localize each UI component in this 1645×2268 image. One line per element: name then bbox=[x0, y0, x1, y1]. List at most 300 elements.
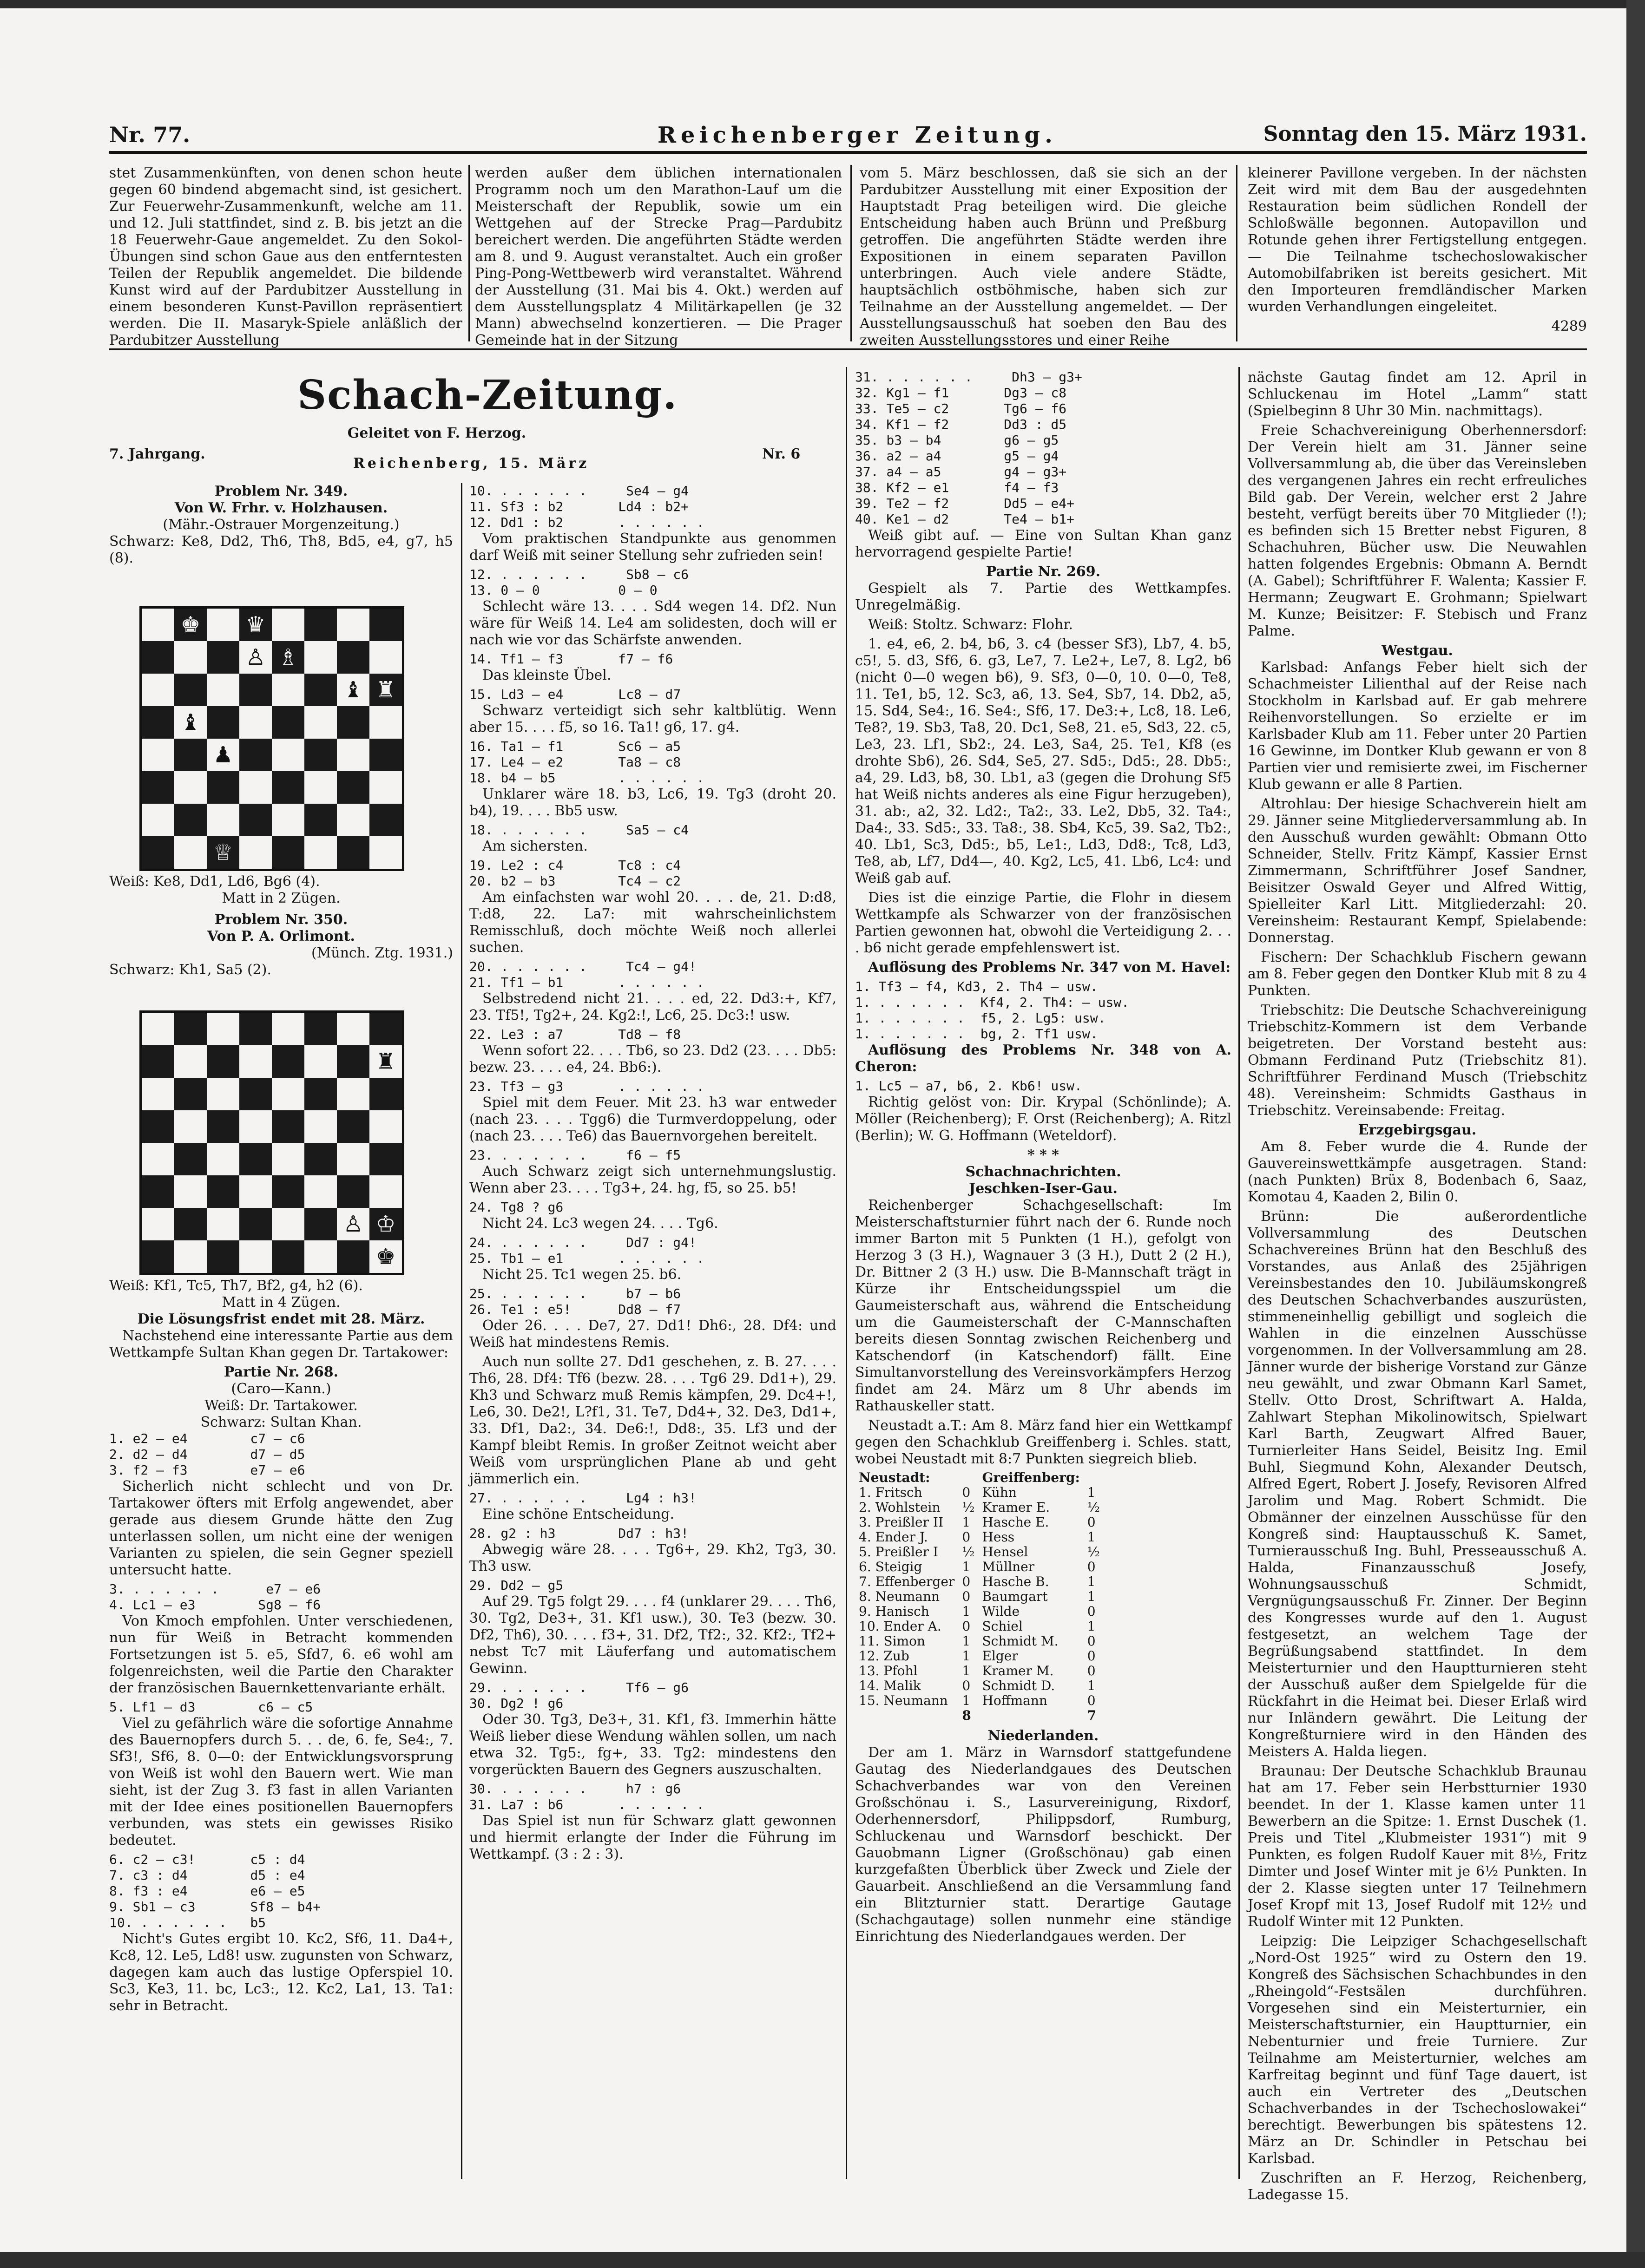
game268-moves: 1. e2 — e4 c7 — c6 2. d2 — d4 d7 — d5 3. f2 — f3 e7 — e6 bbox=[109, 1431, 305, 1478]
board-square bbox=[337, 674, 369, 706]
board-square bbox=[272, 706, 304, 739]
board-square bbox=[369, 804, 402, 836]
board-square bbox=[207, 1208, 239, 1240]
top-article-col3 bbox=[860, 165, 1227, 352]
top-article-col4 bbox=[1248, 165, 1587, 335]
news-reichenberg: Reichenberger Schachgesellschaft: Im Meisterschaftsturnier führt nach der 6. Runde noch immer Barton mit 5 Punkten (1 H.), gefolgt von Herzog 3 (3 H.), Wagnauer 3 (3 H.), Dutt 2 (2 H.), Dr. Bittner 2 (3 H.) usw. Die B-Mannschaft trägt in Kürze ihr Entscheidungsspiel um die Gaumeisterschaft aus, während die Entscheidung um die Gaumeisterschaft der C-Mannschaften bereits diesen Sonntag zwischen Reichenberg und Katschendorf (in Katschendorf) fällt. Eine Simultanvorstellung des Vereinsvorkämpfers Herzog findet am 24. März um 8 Uhr abends im Rathauskeller statt. bbox=[855, 1197, 1231, 1414]
separator-stars: * * * bbox=[1027, 1147, 1059, 1163]
table-cell: 10. Ender A. bbox=[859, 1619, 941, 1634]
news-erzgebirge: Am 8. Feber wurde die 4. Runde der Gauvereinswettkämpfe ausgetragen. Stand: (nach Punkten) Brüx 8, Bodenbach 6, Saaz, Komotau 4, Kaaden 2, Bilin 0. bbox=[1248, 1139, 1587, 1205]
board-square bbox=[272, 1175, 304, 1208]
game-note: Das Spiel ist nun für Schwarz glatt gewonnen und hiermit erlangte der Inder die Führung im Wettkampf. (3 : 2 : 3). bbox=[469, 1813, 836, 1862]
game-moves: 10. . . . . . . Se4 — g4 11. Sf3 : b2 Ld4 : b2+ 12. Dd1 : b2 . . . . . . bbox=[469, 483, 704, 530]
board-square bbox=[369, 641, 402, 674]
game-note: Schlecht wäre 13. . . . Sd4 wegen 14. Df2. Nun wäre für Weiß 14. Le4 am solidesten, doch will er nach wie vor das Schärfste anwenden. bbox=[469, 598, 836, 648]
board-square bbox=[207, 1078, 239, 1110]
table-row bbox=[855, 1470, 1104, 1485]
game268-note: Sicherlich nicht schlecht und von Dr. Tartakower öfters mit Erfolg angewendet, aber gerade aus diesem Grunde hätte den Zug unterlassen sollen, um nicht eine der wenigen Varianten zu spielen, die sein Gegner speziell untersucht hatte. bbox=[109, 1478, 453, 1578]
board-square bbox=[369, 1208, 402, 1240]
game-note: Selbstredend nicht 21. . . . ed, 22. Dd3:+, Kf7, 23. Tf5!, Tg2+, 24. Kg2:!, Lc6, 25. Dc3:! usw. bbox=[469, 990, 836, 1023]
table-cell: Greiffenberg: bbox=[982, 1470, 1080, 1485]
game-moves: 24. Tg8 ? g6 bbox=[469, 1200, 564, 1215]
game268-opening: (Caro—Kann.) bbox=[231, 1381, 331, 1397]
top-article-col2 bbox=[475, 165, 842, 352]
problem2-deadline: Die Lösungsfrist endet mit 28. März. bbox=[137, 1311, 425, 1327]
table-cell: 1 bbox=[1087, 1485, 1096, 1500]
schach-col2 bbox=[469, 483, 836, 1866]
news-heading: Schachnachrichten. bbox=[965, 1164, 1121, 1180]
board-square bbox=[272, 1013, 304, 1045]
board-square bbox=[369, 1240, 402, 1273]
column-rule bbox=[846, 367, 847, 2179]
game-note: Wenn sofort 22. . . . Tb6, so 23. Dd2 (23. . . . Db5: bezw. 23. . . . e4, 24. Bb6:). bbox=[469, 1042, 836, 1075]
board-square bbox=[239, 1078, 272, 1110]
board-square bbox=[304, 1240, 337, 1273]
table-cell: 6. Steigig bbox=[859, 1559, 922, 1574]
board-square bbox=[272, 674, 304, 706]
board-square bbox=[207, 1175, 239, 1208]
problem2-author: Von P. A. Orlimont. bbox=[207, 928, 355, 944]
board-square bbox=[207, 1045, 239, 1078]
table-cell: 1 bbox=[962, 1559, 971, 1574]
board-square bbox=[239, 771, 272, 804]
table-row bbox=[855, 1485, 1104, 1500]
column-rule bbox=[468, 165, 470, 341]
table-row bbox=[855, 1708, 1104, 1723]
table-cell: Hess bbox=[982, 1529, 1015, 1545]
schach-zeitung-title: Schach-Zeitung. bbox=[297, 372, 678, 419]
board-square bbox=[369, 836, 402, 869]
game-note: Spiel mit dem Feuer. Mit 23. h3 war entweder (nach 23. . . . Tgg6) die Turmverdoppelung, oder (nach 23. . . . Te6) das Bauernvorgehen bereitelt. bbox=[469, 1095, 836, 1144]
table-cell bbox=[958, 1470, 978, 1485]
board-square bbox=[369, 674, 402, 706]
board-square bbox=[142, 804, 174, 836]
board-square bbox=[174, 1208, 207, 1240]
problem1-task: Matt in 2 Zügen. bbox=[222, 890, 341, 906]
scan-edge-bottom bbox=[0, 2252, 1645, 2268]
board-square bbox=[207, 739, 239, 771]
table-cell: Hoffmann bbox=[982, 1693, 1047, 1708]
news-braunau: Braunau: Der Deutsche Schachklub Braunau hat am 17. Feber sein Herbstturnier 1930 beendet. In der 1. Klasse kamen unter 11 Bewerbern an die Spitze: 1. Ernst Duschek (1. Preis und Titel „Klubmeister 1931“) mit 9 Punkten, es folgen Rudolf Kauer mit 8½, Fritz Dimter und Josef Winter mit je 6½ Punkten. In der 2. Klasse siegten unter 17 Teilnehmern Josef Kropf mit 13, Josef Rudolf mit 12½ und Rudolf Winter mit 12 Punkten. bbox=[1248, 1763, 1587, 1930]
chess-piece: ♔ bbox=[375, 1211, 396, 1237]
table-cell: 1 bbox=[1087, 1678, 1096, 1693]
article-number: 4289 bbox=[1551, 318, 1587, 334]
chess-piece: ♝ bbox=[343, 677, 363, 703]
board-square bbox=[369, 739, 402, 771]
board-square bbox=[304, 1175, 337, 1208]
board-square bbox=[239, 1045, 272, 1078]
problem1-source: (Mähr.-Ostrauer Morgenzeitung.) bbox=[163, 517, 400, 533]
chess-piece: ♜ bbox=[375, 1049, 396, 1075]
board-square bbox=[174, 836, 207, 869]
game269-heading: Partie Nr. 269. bbox=[986, 564, 1101, 580]
board-square bbox=[272, 1143, 304, 1175]
table-cell: Schiel bbox=[982, 1619, 1023, 1634]
board-square bbox=[304, 1078, 337, 1110]
board-square bbox=[207, 1240, 239, 1273]
table-cell: 0 bbox=[1087, 1633, 1096, 1649]
editor-line: Geleitet von F. Herzog. bbox=[347, 425, 526, 441]
problem2-black: Schwarz: Kh1, Sa5 (2). bbox=[109, 962, 272, 978]
game269-note: Dies ist die einzige Partie, die Flohr in diesem Wettkampfe als Schwarzer von der französischen Partien gewonnen hat, obwohl die Verteidigung 2. . . . b6 nicht gerade empfehlenswert ist. bbox=[855, 890, 1231, 956]
board-square bbox=[272, 1240, 304, 1273]
board-square bbox=[142, 1013, 174, 1045]
game-moves: 28. g2 : h3 Dd7 : h3! bbox=[469, 1526, 689, 1541]
chess-piece: ♝ bbox=[180, 709, 201, 735]
game-moves: 27. . . . . . . Lg4 : h3! bbox=[469, 1490, 697, 1506]
scan-edge-top bbox=[0, 0, 1645, 8]
table-cell: 1 bbox=[962, 1663, 971, 1678]
board-square bbox=[239, 836, 272, 869]
game269-moves: 1. e4, e6, 2. b4, b6, 3. c4 (besser Sf3), Lb7, 4. b5, c5!, 5. d3, Sf6, 6. g3, Le7, 7. Le2+, Le7, 8. Lg2, b6 (nicht 0—0 wegen b6), 9. Sf3, 0—0, 10. 0—0, Te8, 11. Te1, b5, 12. Sc3, a6, 13. Se4, Sb7, 14. Db2, a5, 15. Sd4, Se4:, 16. Se4:, Sf6, 17. De3:+, Lc8, 18. Le6, Te8?, 19. Sb3, Ta8, 20. Dc1, Se8, 21. e5, Sd3, 22. c5, Le3, 23. Lf1, Sb2:, 24. Le3, Sa4, 25. Te1, Kf8 (es drohte Sb6), 26. Sd4, Se5, 27. Sd5:, Dd5:, 28. Db5:, a4, 29. Ld3, b8, 30. Lb1, a3 (gegen die Drohung Sf5 hat Weiß nichts anderes als eine Figur herzugeben), 31. ab:, a2, 32. Ld2:, Ta2:, 33. Le2, Db5, 32. Ta4:, Da4:, 33. Sd5:, 33. Ta8:, 38. Sb4, Kc5, 39. Sa2, Tb2:, 40. Lb1, Sc3, Dd5:, b5, Le1:, Ld3, Dd8:, Tc8, Ld3, Te8, ab, Lf7, Dd4—, 40. Kg2, Lc5, 41. Lb6, Lc4: und Weiß gab auf. bbox=[855, 636, 1231, 886]
table-cell: 0 bbox=[1087, 1559, 1096, 1574]
scan-edge-right bbox=[1626, 0, 1645, 2268]
board-square bbox=[174, 1143, 207, 1175]
board-square bbox=[239, 1175, 272, 1208]
solution-347-heading: Auflösung des Problems Nr. 347 von M. Havel: bbox=[868, 959, 1231, 976]
board-square bbox=[142, 609, 174, 641]
news-fischern: Fischern: Der Schachklub Fischern gewann am 8. Feber gegen den Dontker Klub mit 8 zu 4 Punkten. bbox=[1248, 949, 1587, 999]
table-row bbox=[855, 1693, 1104, 1708]
game-moves: 16. Ta1 — f1 Sc6 — a5 17. Le4 — e2 Ta8 — c8 18. b4 — b5 . . . . . . bbox=[469, 739, 704, 786]
board-square bbox=[272, 641, 304, 674]
match-result-table bbox=[855, 1470, 1104, 1723]
game-note: Abwegig wäre 28. . . . Tg6+, 29. Kh2, Tg3, 30. Th3 usw. bbox=[469, 1541, 836, 1574]
board-square bbox=[174, 706, 207, 739]
board-square bbox=[142, 706, 174, 739]
board-square bbox=[304, 641, 337, 674]
board-square bbox=[142, 1175, 174, 1208]
table-cell: Hasche B. bbox=[982, 1574, 1049, 1589]
table-row bbox=[855, 1649, 1104, 1664]
table-row bbox=[855, 1530, 1104, 1545]
game268-black: Schwarz: Sultan Khan. bbox=[200, 1414, 362, 1430]
schach-col1-b bbox=[109, 873, 453, 978]
table-cell: 1 bbox=[962, 1633, 971, 1649]
board-square bbox=[207, 1013, 239, 1045]
board-square bbox=[142, 1208, 174, 1240]
board-square bbox=[272, 771, 304, 804]
game-note: Vom praktischen Standpunkte aus genommen darf Weiß mit seiner Stellung sehr zufrieden sein! bbox=[469, 531, 836, 564]
problem1-author: Von W. Frhr. v. Holzhausen. bbox=[174, 500, 388, 516]
board-square bbox=[337, 1045, 369, 1078]
table-cell: 8. Neumann bbox=[859, 1589, 940, 1604]
schach-col4 bbox=[1248, 369, 1587, 2206]
table-cell: Kramer M. bbox=[982, 1663, 1054, 1678]
board-square bbox=[272, 739, 304, 771]
table-cell: 11. Simon bbox=[859, 1633, 926, 1649]
solution-347: 1. Tf3 — f4, Kd3, 2. Th4 — usw. 1. . . . . . . Kf4, 2. Th4: — usw. 1. . . . . . . f5, 2. Lg5: usw. 1. . . . . . . bg, 2. Tf1 usw. bbox=[855, 979, 1130, 1042]
board-square bbox=[369, 609, 402, 641]
board-square bbox=[142, 771, 174, 804]
news-triebschitz: Triebschitz: Die Deutsche Schachvereinigung Triebschitz-Kommern ist dem Verbande beigetreten. Der Vorstand besteht aus: Obmann Ferdinand Putz (Triebschitz 81). Schriftführer Ferdinand Musch (Triebschitz 48). Vereinsheim: Schmidts Gasthaus in Triebschitz. Vereinsabende: Freitag. bbox=[1248, 1002, 1587, 1119]
game-moves: 14. Tf1 — f3 f7 — f6 bbox=[469, 651, 673, 667]
board-square bbox=[337, 1078, 369, 1110]
table-row bbox=[855, 1545, 1104, 1560]
board-square bbox=[207, 706, 239, 739]
schach-issue: Nr. 6 bbox=[762, 446, 801, 462]
board-square bbox=[207, 674, 239, 706]
schach-col3 bbox=[855, 369, 1231, 1948]
table-row bbox=[855, 1500, 1104, 1515]
board-square bbox=[142, 641, 174, 674]
table-row bbox=[855, 1634, 1104, 1649]
board-square bbox=[272, 1110, 304, 1143]
solution-348: 1. Lc5 — a7, b6, 2. Kb6! usw. bbox=[855, 1078, 1082, 1094]
board-square bbox=[337, 1175, 369, 1208]
board-square bbox=[239, 1013, 272, 1045]
table-cell: 0 bbox=[1087, 1648, 1096, 1664]
game-moves: 18. . . . . . . Sa5 — c4 bbox=[469, 822, 689, 838]
table-cell: 0 bbox=[962, 1678, 971, 1693]
game268-moves: 6. c2 — c3! c5 : d4 7. c3 : d4 d5 : e4 8. f3 : e4 e6 — e5 9. Sb1 — c3 Sf8 — b4+ 10. . . . . . . b5 bbox=[109, 1852, 321, 1930]
board-square bbox=[174, 739, 207, 771]
problem2-task: Matt in 4 Zügen. bbox=[222, 1294, 341, 1311]
board-square bbox=[142, 739, 174, 771]
table-cell: 0 bbox=[962, 1589, 971, 1604]
game-moves: 22. Le3 : a7 Td8 — f8 bbox=[469, 1027, 681, 1042]
board-square bbox=[207, 804, 239, 836]
top-article-text: stet Zusammenkünften, von denen schon heute gegen 60 bindend abgemacht sind, ist gesichert. Zur Feuerwehr-Zusammenkunft, welche am 11. und 12. Juli stattfindet, sind z. B. bis jetzt an die 18 Feuerwehr-Gaue angemeldet. Zu den Sokol-Übungen sind schon Gaue aus den entferntesten Teilen der Republik angemeldet. Die bildende Kunst wird auf der Pardubitzer Ausstellung in einem besonderen Kunst-Pavillon repräsentiert werden. Die II. Masaryk-Spiele anläßlich der Pardubitzer Ausstellung bbox=[109, 165, 462, 348]
board-square bbox=[207, 641, 239, 674]
table-cell: Baumgart bbox=[982, 1589, 1048, 1604]
table-cell: 0 bbox=[962, 1619, 971, 1634]
column-rule bbox=[1238, 367, 1240, 2179]
news-text: nächste Gautag findet am 12. April in Schluckenau im Hotel „Lamm“ statt (Spielbeginn 8 Uhr 30 Min. nachmittags). bbox=[1248, 369, 1587, 419]
top-article-text: werden außer dem üblichen internationalen Programm noch um den Marathon-Lauf um die Meisterschaft der Republik, sowie um ein Wettgehen auf der Strecke Prag—Pardubitz bereichert werden. Die angeführten Städte werden am 8. und 9. August veranstaltet. Auch ein großer Ping-Pong-Wettbewerb wird veranstaltet. Während der Ausstellung (31. Mai bis 4. Okt.) werden auf dem Ausstellungsplatz 4 Militärkapellen (je 32 Mann) abwechselnd konzertieren. — Die Prager Gemeinde hat in der Sitzung bbox=[475, 165, 842, 348]
game268-note: Viel zu gefährlich wäre die sofortige Annahme des Bauernopfers durch 5. . . de, 6. fe, Se4:, 7. Sf3!, Sf6, 8. 0—0: der Entwicklungsvorsprung von Weiß ist wohl den Bauern wert. Wie man sieht, ist der Zug 3. f3 fast in allen Varianten mit der Idee eines positionellen Bauernopfers verbunden, was stets ein gewisses Risiko bedeutet. bbox=[109, 1715, 453, 1848]
game-note: Schwarz verteidigt sich sehr kaltblütig. Wenn aber 15. . . . f5, so 16. Ta1! g6, 17. g4. bbox=[469, 702, 836, 735]
table-cell: 0 bbox=[1087, 1663, 1096, 1678]
game-moves: 23. Tf3 — g3 . . . . . . bbox=[469, 1079, 704, 1094]
board-square bbox=[174, 1045, 207, 1078]
table-row bbox=[855, 1604, 1104, 1619]
issue-number: Nr. 77. bbox=[109, 122, 191, 147]
game-note: Auch nun sollte 27. Dd1 geschehen, z. B. 27. . . . Th6, 28. Df4: Tf6 (bezw. 28. . . . Tg6 29. Dd1+), 29. Kh3 und Schwarz muß Remis kämpfen, 29. Dc4+!, Le6, 30. De2!, L?f1, 31. Te7, Dd4+, 32. De3, Dd1+, 33. Df1, Da2:, 34. De6:!, Dd8:, 35. Lf3 und der Kampf bleibt Remis. In großer Zeitnot weicht aber Weiß vom ursprünglichen Plane ab und geht jämmerlich ein. bbox=[469, 1354, 836, 1487]
chess-piece: ♚ bbox=[180, 612, 201, 638]
table-cell: 0 bbox=[1087, 1514, 1096, 1530]
board-square bbox=[337, 804, 369, 836]
news-neustadt: Neustadt a.T.: Am 8. März fand hier ein Wettkampf gegen den Schachklub Greiffenberg i. Schles. statt, wobei Neustadt mit 8:7 Punkten siegreich blieb. bbox=[855, 1417, 1231, 1467]
problem2-heading: Problem Nr. 350. bbox=[214, 911, 348, 928]
table-cell: 5. Preißler I bbox=[859, 1544, 938, 1560]
board-square bbox=[239, 674, 272, 706]
top-article-text: kleinerer Pavillone vergeben. In der nächsten Zeit wird mit dem Bau der ausgedehnten Restauration beim südlichen Rondell der Schloßwälle begonnen. Autopavillon und Rotunde gehen ihrer Fertigstellung entgegen. — Die Teilnahme tschechoslowakischer Automobilfabriken ist bereits gesichert. Mit den Importeuren fremdländischer Marken wurden Verhandlungen eingeleitet. bbox=[1248, 165, 1587, 315]
game-note: Oder 26. . . . De7, 27. Dd1! Dh6:, 28. Df4: und Weiß hat mindestens Remis. bbox=[469, 1318, 836, 1350]
board-square bbox=[174, 1175, 207, 1208]
top-article-text: vom 5. März beschlossen, daß sie sich an der Pardubitzer Ausstellung mit einer Exposition der Hauptstadt Prag beteiligen wird. Die gleiche Entscheidung haben auch Brünn und Preßburg getroffen. Die angeführten Städte werden ihre Expositionen in einem separaten Pavillon unterbringen. Auch viele andere Städte, hauptsächlich ostböhmische, haben sich zur Teilnahme an der Ausstellung angemeldet. — Der Ausstellungsausschuß hat soeben den Bau des zweiten Ausstellungsstores und einer Reihe bbox=[860, 165, 1227, 348]
chess-piece: ♚ bbox=[375, 1244, 396, 1270]
board-square bbox=[304, 1045, 337, 1078]
board-square bbox=[304, 1208, 337, 1240]
game-note: Auf 29. Tg5 folgt 29. . . . f4 (unklarer 29. . . . Th6, 30. Tg2, De3+, 31. Kf1 usw.), 30. Te3 (bezw. 30. Df2, Th6), 30. . . . f3+, 31. Df2, Tf2:, 32. Kf2:, Tf2+ nebst Tc7 mit Läuferfang und automatischem Gewinn. bbox=[469, 1593, 836, 1677]
table-row bbox=[855, 1560, 1104, 1574]
table-cell bbox=[855, 1708, 958, 1723]
board-square bbox=[337, 771, 369, 804]
table-cell: ½ bbox=[1087, 1544, 1100, 1560]
table-cell: Kühn bbox=[982, 1485, 1017, 1500]
board-square bbox=[142, 1110, 174, 1143]
chess-piece: ♛ bbox=[245, 612, 266, 638]
board-square bbox=[174, 771, 207, 804]
board-square bbox=[369, 771, 402, 804]
board-square bbox=[207, 609, 239, 641]
problem2-board bbox=[139, 1010, 404, 1275]
board-square bbox=[174, 641, 207, 674]
board-square bbox=[304, 1110, 337, 1143]
game-note: Das kleinste Übel. bbox=[482, 667, 612, 683]
problem1-heading: Problem Nr. 349. bbox=[214, 483, 348, 499]
game-moves: 15. Ld3 — e4 Lc8 — d7 bbox=[469, 687, 681, 702]
board-square bbox=[337, 609, 369, 641]
niederlanden-heading: Niederlanden. bbox=[987, 1728, 1099, 1744]
table-cell: Wilde bbox=[982, 1604, 1020, 1619]
erzgebirge-heading: Erzgebirgsgau. bbox=[1358, 1122, 1477, 1138]
table-cell: 7. Effenberger bbox=[859, 1574, 955, 1589]
board-square bbox=[337, 1208, 369, 1240]
top-article-col1 bbox=[109, 165, 462, 352]
game-moves: 23. . . . . . . f6 — f5 bbox=[469, 1147, 681, 1163]
board-square bbox=[142, 1078, 174, 1110]
table-cell: 14. Malik bbox=[859, 1678, 921, 1693]
news-niederlanden: Der am 1. März in Warnsdorf stattgefundene Gautag des Niederlandgaues des Deutschen Schachverbandes war von den Vereinen Großschönau i. S., Lasurvereinigung, Rixdorf, Oderhennersdorf, Philippsdorf, Rumburg, Schluckenau und Warnsdorf beschickt. Der Gauobmann Ligner (Großschönau) gab einen kurzgefaßten Überblick über Zweck und Ziele der Gauarbeit. Anschließend an die Versammlung fand ein Blitzturnier statt. Derartige Gautage (Schachgautage) sollen nunmehr eine ständige Einrichtung des Niederlandgaues werden. Der bbox=[855, 1744, 1231, 1945]
chess-piece: ♜ bbox=[375, 677, 396, 703]
table-cell: 0 bbox=[962, 1485, 971, 1500]
problem1-white: Weiß: Ke8, Dd1, Ld6, Bg6 (4). bbox=[109, 873, 320, 890]
chess-piece: ♙ bbox=[245, 644, 266, 670]
game-moves: 29. . . . . . . Tf6 — g6 30. Dg2 ! g6 bbox=[469, 1680, 689, 1711]
board-square bbox=[337, 739, 369, 771]
board-square bbox=[174, 674, 207, 706]
game-note: Nicht 24. Lc3 wegen 24. . . . Tg6. bbox=[482, 1215, 718, 1232]
schach-col1 bbox=[109, 483, 453, 567]
table-cell: 1 bbox=[1087, 1529, 1096, 1545]
board-square bbox=[142, 674, 174, 706]
board-square bbox=[304, 804, 337, 836]
table-cell: Elger bbox=[982, 1648, 1018, 1664]
board-square bbox=[369, 1045, 402, 1078]
section-rule bbox=[109, 348, 1587, 350]
game-moves: 19. Le2 : c4 Tc8 : c4 20. b2 — b3 Tc4 — c2 bbox=[469, 858, 681, 889]
board-square bbox=[304, 706, 337, 739]
board-square bbox=[304, 836, 337, 869]
game268-moves: 5. Lf1 — d3 c6 — c5 bbox=[109, 1699, 313, 1715]
board-square bbox=[369, 1078, 402, 1110]
table-cell: 1 bbox=[962, 1648, 971, 1664]
news-altrohlau: Altrohlau: Der hiesige Schachverein hielt am 29. Jänner seine Mitgliederversammlung ab. In den Ausschuß wurden gewählt: Obmann Otto Schneider, Stellv. Fritz Kämpf, Kassier Ernst Zimmermann, Schriftführer Josef Sandner, Beisitzer Oswald Geyer und Alfred Wittig, Spielleiter Karl Litt. Mitgliederzahl: 20. Vereinsheim: Restaurant Kempf, Spielabende: Donnerstag. bbox=[1248, 796, 1587, 946]
board-square bbox=[369, 1143, 402, 1175]
westgau-heading: Westgau. bbox=[1382, 642, 1453, 659]
board-square bbox=[337, 836, 369, 869]
table-cell: 0 bbox=[962, 1529, 971, 1545]
column-rule bbox=[461, 483, 462, 2179]
solvers: Richtig gelöst von: Dir. Krypal (Schönlinde); A. Möller (Reichenberg); F. Orst (Reichenberg); A. Ritzl (Berlin); W. G. Hoffmann (Weteldorf). bbox=[855, 1094, 1231, 1144]
game268-note: Nicht's Gutes ergibt 10. Kc2, Sf6, 11. Da4+, Kc8, 12. Le5, Ld8! usw. zugunsten von Schwarz, dagegen kam auch das lustige Opferspiel 10. Sc3, Ke3, 11. bc, Lc3:, 12. Kc2, La1, 13. Ta1: sehr in Betracht. bbox=[109, 1931, 453, 2014]
table-cell: 2. Wohlstein bbox=[859, 1500, 941, 1515]
board-square bbox=[239, 1208, 272, 1240]
table-cell: ½ bbox=[962, 1544, 975, 1560]
game-note: Auch Schwarz zeigt sich unternehmungslustig. Wenn aber 23. . . . Tg3+, 24. hg, f5, so 25. b5! bbox=[469, 1163, 836, 1196]
table-cell: 9. Hanisch bbox=[859, 1604, 929, 1619]
table-cell bbox=[978, 1708, 1083, 1723]
board-square bbox=[272, 1078, 304, 1110]
board-square bbox=[272, 1045, 304, 1078]
board-square bbox=[337, 1013, 369, 1045]
year-line: 7. Jahrgang. bbox=[109, 446, 205, 462]
board-square bbox=[369, 1175, 402, 1208]
board-square bbox=[369, 1013, 402, 1045]
board-square bbox=[304, 1013, 337, 1045]
board-square bbox=[272, 1208, 304, 1240]
board-square bbox=[337, 706, 369, 739]
board-square bbox=[369, 706, 402, 739]
table-row bbox=[855, 1589, 1104, 1604]
game-note: Oder 30. Tg3, De3+, 31. Kf1, f3. Immerhin hätte Weiß lieber diese Wendung wählen sollen, um nach etwa 32. Tg5:, fg+, 33. Tg2: mindestens den vorgerückten Bauern des Gegners auszuschalten. bbox=[469, 1711, 836, 1778]
table-cell: Hensel bbox=[982, 1544, 1028, 1560]
table-row bbox=[855, 1664, 1104, 1678]
game-note: Nicht 25. Tc1 wegen 25. b6. bbox=[482, 1266, 682, 1283]
board-square bbox=[174, 609, 207, 641]
board-square bbox=[239, 1110, 272, 1143]
board-square bbox=[207, 771, 239, 804]
masthead bbox=[109, 118, 1587, 154]
game-note: Eine schöne Entscheidung. bbox=[482, 1506, 675, 1522]
table-cell: 1 bbox=[1087, 1589, 1096, 1604]
board-square bbox=[174, 1078, 207, 1110]
table-cell: 1 bbox=[962, 1693, 971, 1708]
board-square bbox=[304, 739, 337, 771]
table-cell: 1 bbox=[962, 1514, 971, 1530]
board-square bbox=[304, 771, 337, 804]
table-cell: 1 bbox=[1087, 1619, 1096, 1634]
solution-348-heading: Auflösung des Problems Nr. 348 von A. Cheron: bbox=[855, 1042, 1231, 1075]
table-cell: 0 bbox=[962, 1574, 971, 1589]
column-rule bbox=[850, 165, 852, 341]
board-square bbox=[174, 1240, 207, 1273]
table-cell: 0 bbox=[1087, 1693, 1096, 1708]
table-row bbox=[855, 1619, 1104, 1634]
table-cell: 3. Preißler II bbox=[859, 1514, 943, 1530]
table-cell: Kramer E. bbox=[982, 1500, 1050, 1515]
table-cell: Hasche E. bbox=[982, 1514, 1049, 1530]
board-square bbox=[304, 609, 337, 641]
address-note: Zuschriften an F. Herzog, Reichenberg, Ladegasse 15. bbox=[1248, 2170, 1587, 2203]
board-square bbox=[239, 739, 272, 771]
game268-white: Weiß: Dr. Tartakower. bbox=[204, 1397, 358, 1414]
schach-col1-c bbox=[109, 1278, 453, 2017]
board-square bbox=[272, 609, 304, 641]
table-cell: ½ bbox=[962, 1500, 975, 1515]
game268-heading: Partie Nr. 268. bbox=[224, 1364, 339, 1380]
board-square bbox=[239, 641, 272, 674]
board-square bbox=[207, 836, 239, 869]
table-cell: 13. Pfohl bbox=[859, 1663, 918, 1678]
game-moves: 25. . . . . . . b7 — b6 26. Te1 : e5! Dd8 — f7 bbox=[469, 1286, 681, 1317]
game-note: Am einfachsten war wohl 20. . . . de, 21. D:d8, T:d8, 22. La7: mit wahrscheinlichstem Remisschluß, doch möchte Weiß noch allerlei suchen. bbox=[469, 889, 836, 956]
table-cell: Müllner bbox=[982, 1559, 1035, 1574]
newspaper-title: Reichenberger Zeitung. bbox=[658, 122, 1057, 148]
table-cell: Schmidt M. bbox=[982, 1633, 1059, 1649]
game269-intro: Gespielt als 7. Partie des Wettkampfes. Unregelmäßig. bbox=[855, 580, 1231, 613]
game-moves: 12. . . . . . . Sb8 — c6 13. 0 — 0 0 — 0 bbox=[469, 567, 689, 598]
board-square bbox=[239, 609, 272, 641]
table-cell: 15. Neumann bbox=[859, 1693, 948, 1708]
board-square bbox=[337, 641, 369, 674]
news-oberhennersdorf: Freie Schachvereinigung Oberhennersdorf: Der Verein hielt am 31. Jänner seine Vollversammlung ab, die über das Vereinsleben des vergangenen Jahres ein recht erfreuliches Bild gab. Der Verein, welcher erst 2 Jahre besteht, verfügt bereits über 70 Mitglieder (!); es befinden sich 15 Bretter nebst Figuren, 8 Schachuhren, Bücher usw. Die Neuwahlen hatten folgendes Ergebnis: Obmann A. Berndt (A. Gabel); Schriftführer F. Walenta; Kassier F. Hermann; Zeugwart E. Grohmann; Spielwart M. Kunze; Beisitzer: F. Stebisch und Franz Palme. bbox=[1248, 422, 1587, 639]
board-square bbox=[142, 1143, 174, 1175]
problem1-black: Schwarz: Ke8, Dd2, Th6, Th8, Bd5, e4, g7, h5 (8). bbox=[109, 533, 453, 566]
game-moves: 30. . . . . . . h7 : g6 31. La7 : b6 . . . . . . bbox=[469, 1781, 704, 1812]
